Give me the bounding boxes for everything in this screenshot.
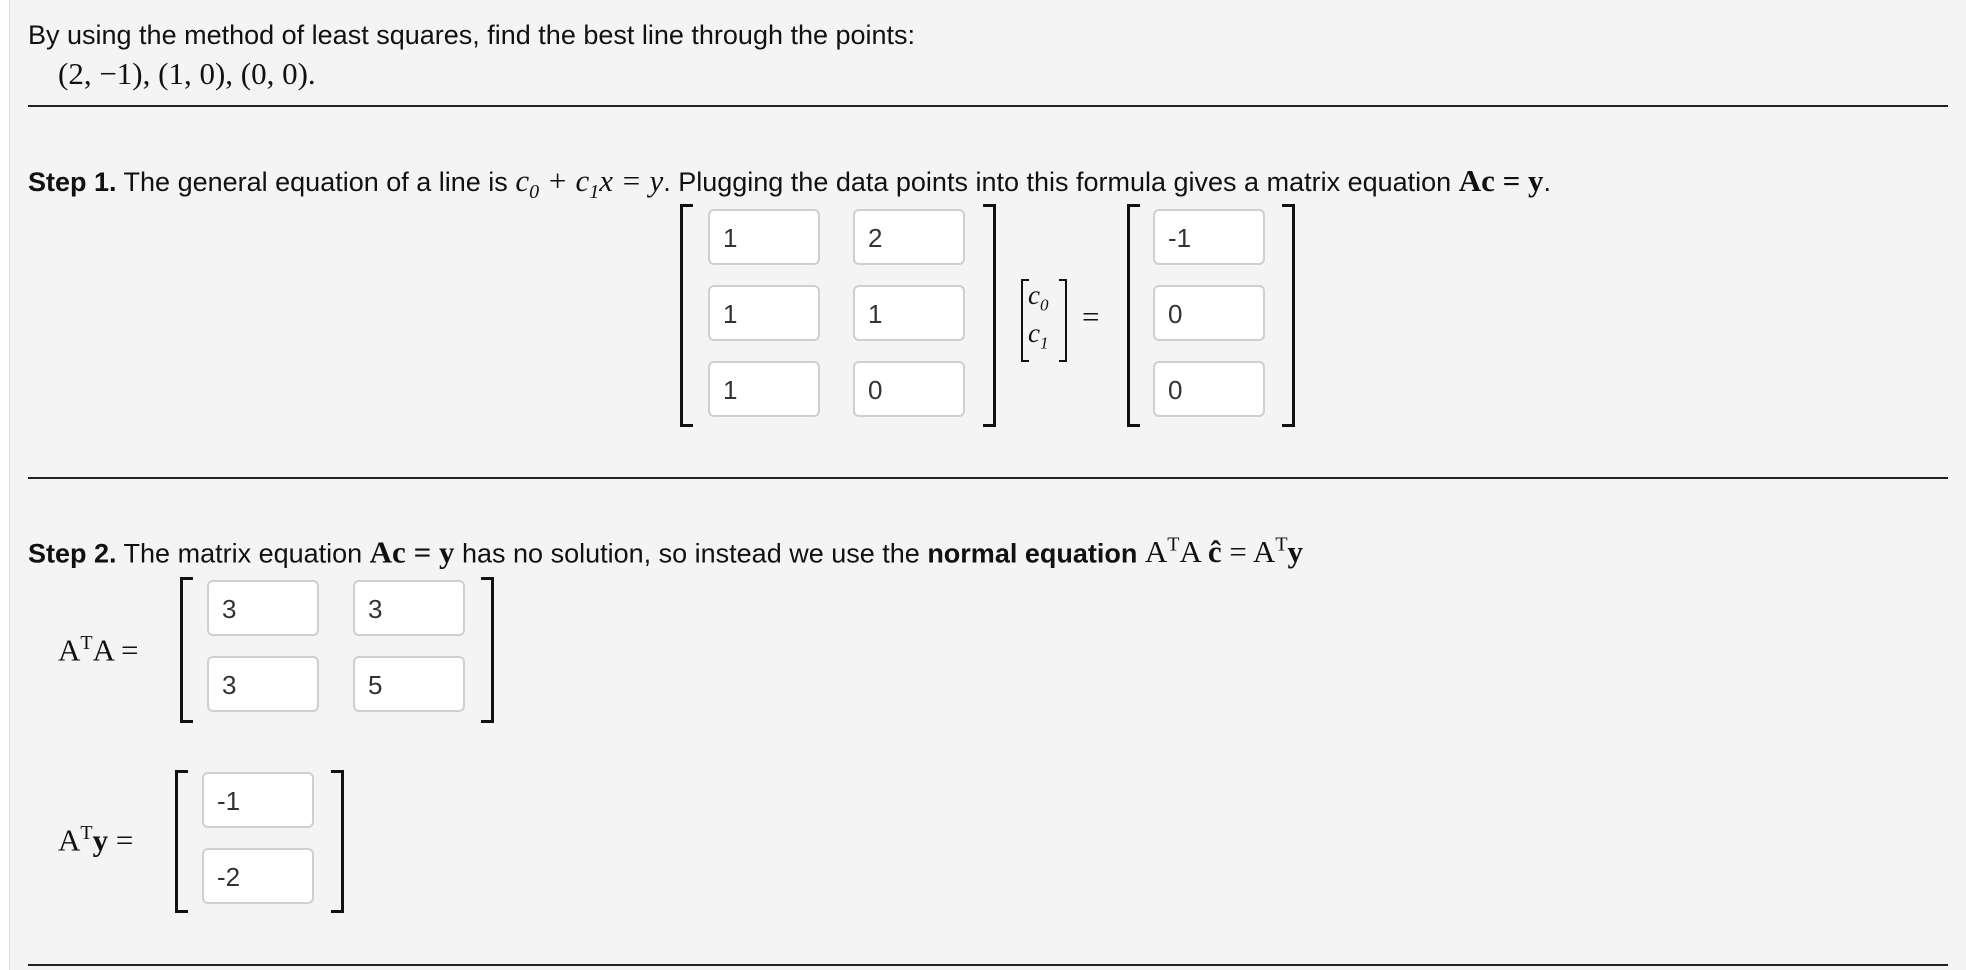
divider xyxy=(28,477,1948,479)
ata-label: $A^TA$ = xyxy=(58,632,139,668)
matrix-a-cell-r2c2[interactable]: 1 xyxy=(853,285,965,341)
vector-y-cell-3[interactable]: 0 xyxy=(1153,361,1265,417)
ata-cell-r1c2[interactable]: 3 xyxy=(353,580,465,636)
vector-y-cell-2[interactable]: 0 xyxy=(1153,285,1265,341)
divider xyxy=(28,964,1948,966)
vector-y-right-bracket xyxy=(1282,204,1295,427)
matrix-a-cell-r1c2[interactable]: 2 xyxy=(853,209,965,265)
step2-text-b: has no solution, so instead we use the xyxy=(454,538,928,569)
ata-cell-r2c1[interactable]: 3 xyxy=(207,656,319,712)
problem-prompt: By using the method of least squares, find the best line through the points: xyxy=(28,20,916,50)
ata-cell-r2c2[interactable]: 5 xyxy=(353,656,465,712)
ata-right-bracket xyxy=(481,577,494,723)
step2-text xyxy=(28,534,1303,570)
matrix-a-right-bracket xyxy=(983,204,996,427)
step2-text-a: The matrix equation xyxy=(116,538,370,569)
c1-symbol: $c_1$ xyxy=(1028,318,1049,353)
aty-left-bracket xyxy=(175,770,188,913)
matrix-a-cell-r3c1[interactable]: 1 xyxy=(708,361,820,417)
line-equation: $c_0 + c_1x = y$ xyxy=(515,163,664,204)
normal-equation-label: normal equation xyxy=(927,538,1138,569)
aty-cell-2[interactable]: -2 xyxy=(202,848,314,904)
step1-text-a: The general equation of a line is xyxy=(116,167,516,197)
normal-equation-formula: $A^TA$ ĉ = $A^Ty$ xyxy=(1144,534,1304,570)
step1-label: Step 1. xyxy=(28,167,117,197)
divider xyxy=(28,105,1948,107)
matrix-a-cell-r2c1[interactable]: 1 xyxy=(708,285,820,341)
c0-symbol: $c_0$ xyxy=(1028,280,1049,315)
aty-right-bracket xyxy=(331,770,344,913)
equals-sign: = xyxy=(1082,299,1100,334)
vector-y-left-bracket xyxy=(1127,204,1140,427)
ata-left-bracket xyxy=(180,577,193,723)
step2-label: Step 2. xyxy=(28,538,117,569)
matrix-a-left-bracket xyxy=(680,204,693,427)
aty-label: $A^Ty$ = xyxy=(58,822,134,858)
step1-text-b: . Plugging the data points into this formula gives a matrix equation xyxy=(663,167,1459,197)
matrix-a-cell-r3c2[interactable]: 0 xyxy=(853,361,965,417)
ata-cell-r1c1[interactable]: 3 xyxy=(207,580,319,636)
c-vector-right-bracket xyxy=(1059,279,1067,362)
vector-y-cell-1[interactable]: -1 xyxy=(1153,209,1265,265)
matrix-equation-ac-y: Ac = y xyxy=(1458,163,1544,198)
matrix-equation-ac-y: Ac = y xyxy=(369,534,455,570)
points-list: (2, −1), (1, 0), (0, 0). xyxy=(58,56,316,91)
matrix-a-cell-r1c1[interactable]: 1 xyxy=(708,209,820,265)
aty-cell-1[interactable]: -1 xyxy=(202,772,314,828)
step1-text: Step 1. The general equation of a line is $c_0 + c_1x = y$. Plugging the data points into this formula gives a matrix equation Ac = y. xyxy=(28,163,1552,204)
